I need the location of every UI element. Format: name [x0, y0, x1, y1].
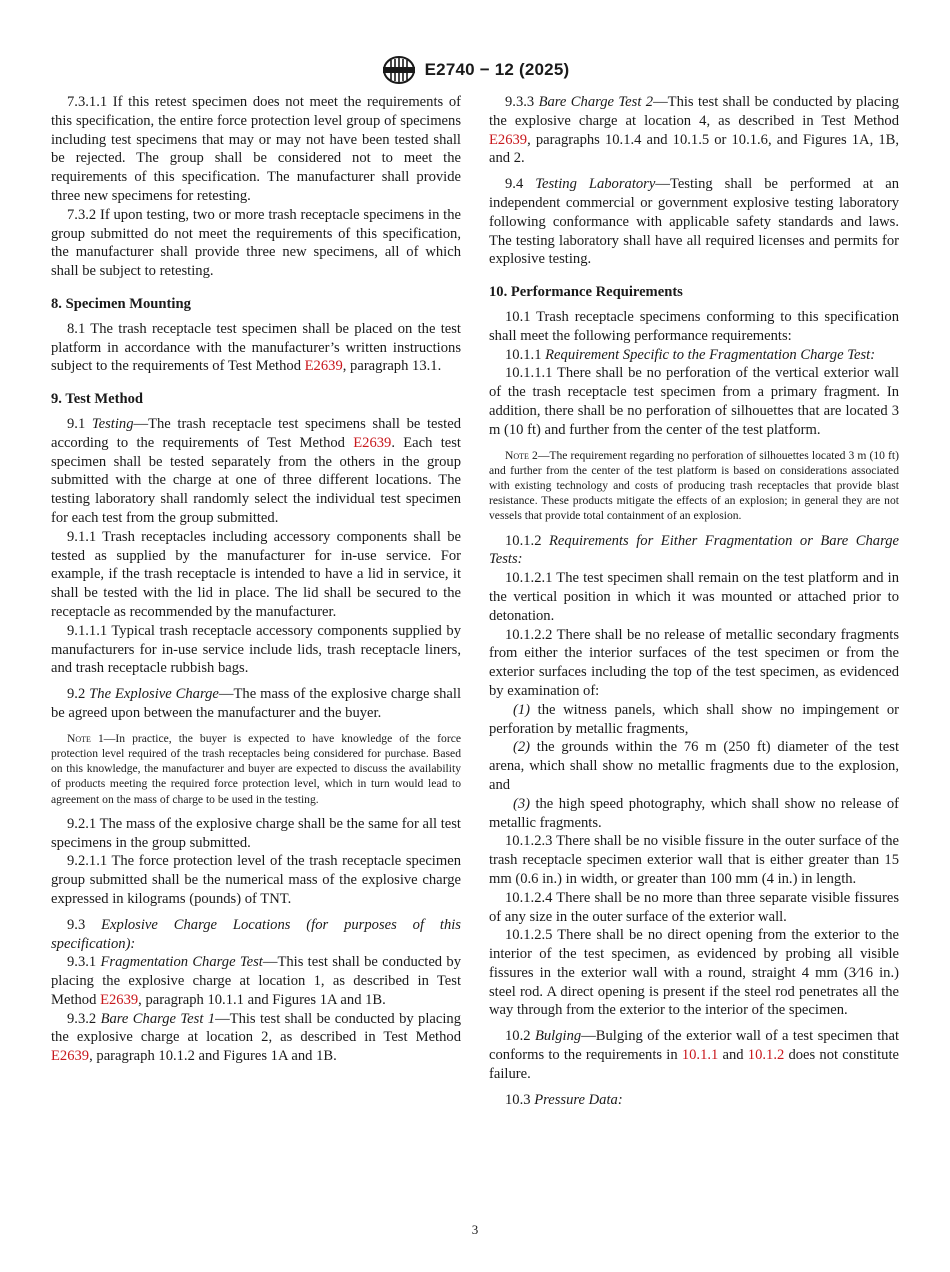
- section-heading-9: 9. Test Method: [51, 391, 144, 408]
- page-header: [0, 50, 950, 90]
- paragraph-10-1-2-2: 10.1.2.2 There shall be no release of metallic secondary fragments from either the interior surfaces of the test specimen or from the exterior surfaces including the top of the test specimen, as evidenced by examination of:: [489, 626, 899, 699]
- document-designation: E2740 − 12 (2025): [424, 60, 570, 79]
- paragraph-10-1: 10.1 Trash receptacle specimens conforming to this specification shall meet the following performance requirements:: [489, 308, 899, 344]
- paragraph-9-1-1-1: 9.1.1.1 Typical trash receptacle accessory components supplied by manufacturers for in-use service include lids, trash receptacle liners, and trash receptacle rubbish bags.: [51, 622, 461, 677]
- section-heading-8: 8. Specimen Mounting: [51, 295, 191, 312]
- paragraph-9-2: 9.2 The Explosive Charge—The mass of the explosive charge shall be agreed upon between the manufacturer and the buyer.: [51, 686, 462, 721]
- list-item-3: (3) the high speed photography, which shall show no release of metallic fragments.: [489, 795, 899, 831]
- paragraph-9-3-3: 9.3.3 Bare Charge Test 2—This test shall be conducted by placing the explosive charge at location 4, as described in Test Method E2639, paragraphs 10.1.4 and 10.1.5 or 10.1.6, and Figures 1A, 1B, and 2.: [489, 94, 899, 167]
- paragraph-10-1-2-1: 10.1.2.1 The test specimen shall remain on the test platform and in the vertical position in which it was mounted or attached prior to detonation.: [489, 570, 899, 624]
- section-heading-10: 10. Performance Requirements: [489, 284, 683, 301]
- paragraph-9-1: 9.1 Testing—The trash receptacle test specimens shall be tested according to the requirements of Test Method E2639. Each test specimen shall be tested separately from the others in the group submitted with the charge at one of three different locations. The testing laboratory shall randomly select the individual test specimen for each test from the group submitted.: [51, 415, 461, 526]
- paragraph-9-3: 9.3 Explosive Charge Locations (for purposes of this specification):: [51, 916, 461, 952]
- paragraph-7-3-2: 7.3.2 If upon testing, two or more trash receptacle specimens in the group submitted do not meet the requirements of this specification, the manufacturer shall provide three new specimens, all of which shall be subject to retesting.: [51, 206, 461, 280]
- paragraph-10-1-1-1: 10.1.1.1 There shall be no perforation of the vertical exterior wall of the trash receptacle test specimen from a primary fragment. In addition, there shall be no perforation of silhouettes that are located 3 m (10 ft) and further from the center of the test platform.: [489, 365, 899, 438]
- paragraph-10-1-1: 10.1.1 Requirement Specific to the Fragmentation Charge Test:: [505, 346, 876, 363]
- paragraph-7-3-1-1: 7.3.1.1 If this retest specimen does not meet the requirements of this specification, the entire force protection level group of specimens including test specimens that may or may not have been tested shall be rejected. The group shall be considered not to meet the requirements of this specification. The manufacturer shall provide three new specimens for retesting.: [51, 94, 461, 204]
- reference-link-e2639[interactable]: E2639: [100, 991, 139, 1008]
- list-item-2: (2) the grounds within the 76 m (250 ft) diameter of the test arena, which shall show no metallic fragments due to the explosion, and: [489, 739, 899, 793]
- page-number: 3: [471, 1222, 479, 1237]
- paragraph-9-2-1-1: 9.2.1.1 The force protection level of the trash receptacle specimen group submitted shall be the numerical mass of the explosive charge expressed in kilograms (pounds) of TNT.: [51, 853, 461, 907]
- reference-link-10-1-1[interactable]: 10.1.1: [681, 1047, 719, 1064]
- paragraph-10-2: 10.2 Bulging—Bulging of the exterior wall of a test specimen that conforms to the requirements in 10.1.1 and 10.1.2 does not constitute failure.: [489, 1028, 899, 1082]
- reference-link-e2639[interactable]: E2639: [304, 358, 343, 375]
- paragraph-10-1-2-4: 10.1.2.4 There shall be no more than three separate visible fissures of any size in the outer surface of the exterior wall.: [489, 889, 899, 925]
- note-2: Note 2—The requirement regarding no perforation of silhouettes located 3 m (10 ft) and further from the center of the test platform is based on considerations associated with existing technology and costs of producing trash receptacles that provide blast resistance. These products mitigate the effects of an explosion; in general they are not vessels that provide total containment of an explosion.: [489, 448, 899, 523]
- paragraph-10-3: 10.3 Pressure Data:: [505, 1091, 623, 1108]
- right-column: [489, 93, 899, 1109]
- astm-logo-icon: [381, 55, 417, 85]
- note-1: Note 1—In practice, the buyer is expected to have knowledge of the force protection level required of the trash receptacles being considered for purchase. Based on this knowledge, the manufacturer and buyer are expected to discuss the availability of products meeting the required force protection level, which in turn would lead to agreement on the mass of charge to be used in the testing.: [51, 731, 461, 806]
- paragraph-10-1-2-3: 10.1.2.3 There shall be no visible fissure in the outer surface of the trash receptacle specimen exterior wall that is either greater than 15 mm (0.6 in.) in width, or greater than 100 mm (4 in.) in length.: [489, 833, 899, 887]
- reference-link-e2639[interactable]: E2639: [489, 131, 528, 148]
- paragraph-8-1: 8.1 The trash receptacle test specimen shall be placed on the test platform in accordance with the manufacturer’s written instructions subject to the requirements of Test Method E2639, paragraph 13.1.: [51, 320, 461, 375]
- list-item-1: (1) the witness panels, which shall show no impingement or perforation by metallic fragments,: [489, 701, 899, 737]
- paragraph-9-4: 9.4 Testing Laboratory—Testing shall be performed at an independent commercial or government explosive testing laboratory following conformance with applicable safety standards and laws. The testing laboratory shall have all required licenses and permits for explosive testing.: [489, 176, 900, 268]
- left-column: [51, 93, 461, 1066]
- reference-link-e2639[interactable]: E2639: [353, 434, 392, 451]
- reference-link-e2639[interactable]: E2639: [51, 1048, 90, 1065]
- paragraph-10-1-2-5: 10.1.2.5 There shall be no direct opening from the exterior to the interior of the test specimen, as evidenced by probing all visible fissures in the exterior wall with a round, straight 4 mm (3⁄16 in.) steel rod. A direct opening is present if the steel rod penetrates all the way through from the exterior to the interior of the specimen.: [489, 927, 899, 1019]
- paragraph-9-3-1: 9.3.1 Fragmentation Charge Test—This test shall be conducted by placing the explosive charge at location 1, as described in Test Method E2639, paragraph 10.1.1 and Figures 1A and 1B.: [51, 954, 461, 1008]
- reference-link-10-1-2[interactable]: 10.1.2: [747, 1047, 785, 1064]
- paragraph-9-1-1: 9.1.1 Trash receptacles including accessory components shall be tested as supplied by the manufacturer for in-use service. For example, if the trash receptacle is intended to have a lid in service, it shall be tested with the lid in place. The lid shall be secured to the receptacle as recommended by the manufacturer.: [51, 528, 461, 620]
- paragraph-10-1-2: 10.1.2 Requirements for Either Fragmentation or Bare Charge Tests:: [489, 532, 899, 568]
- paragraph-9-2-1: 9.2.1 The mass of the explosive charge shall be the same for all test specimens in the group submitted.: [51, 815, 461, 851]
- paragraph-9-3-2: 9.3.2 Bare Charge Test 1—This test shall be conducted by placing the explosive charge at location 2, as described in Test Method E2639, paragraph 10.1.2 and Figures 1A and 1B.: [51, 1010, 461, 1065]
